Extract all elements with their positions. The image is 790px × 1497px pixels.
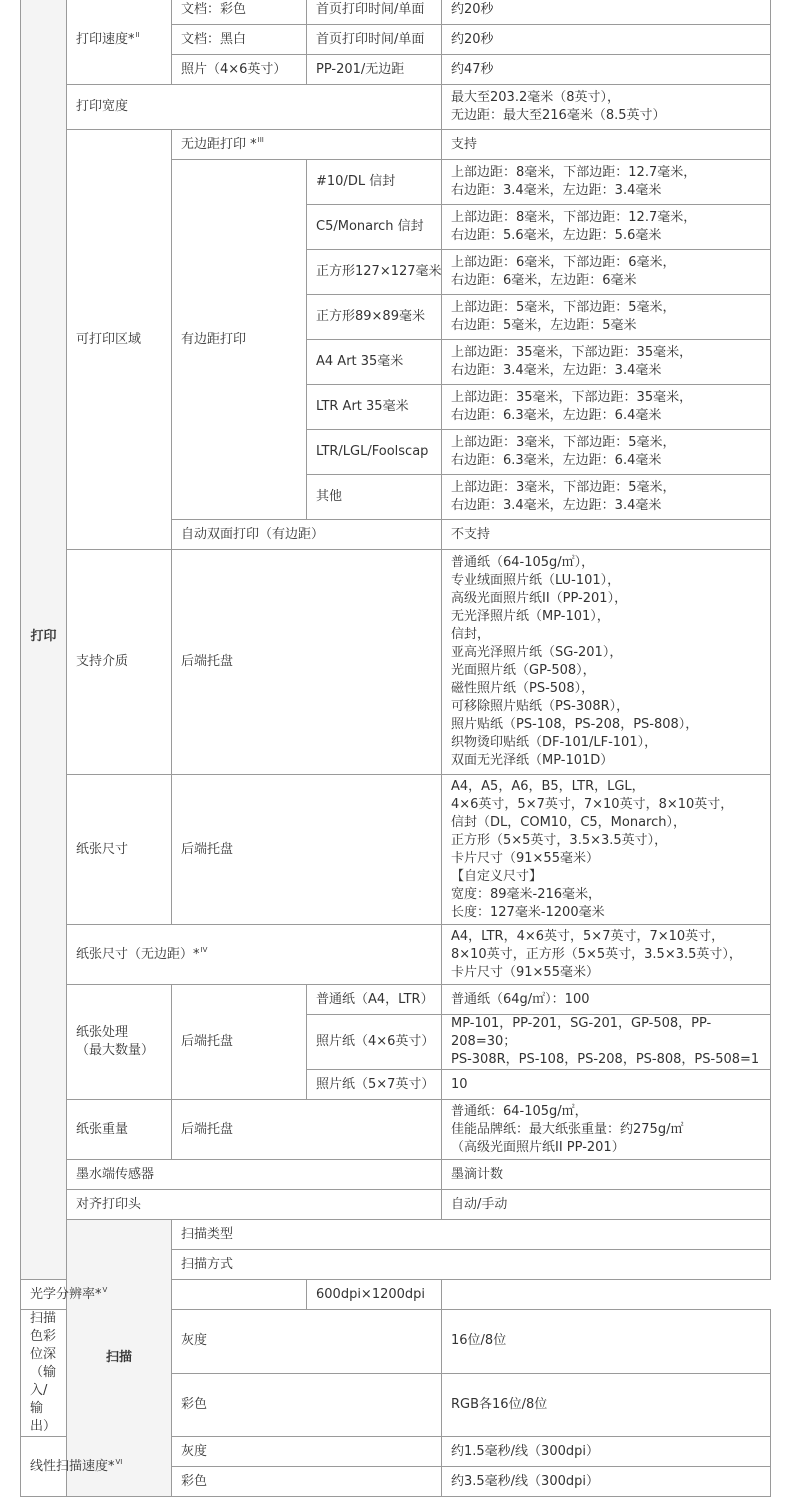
rear-tray-label: 后端托盘 — [172, 775, 442, 925]
margin-value: 上部边距：3毫米，下部边距：5毫米， 右边距：3.4毫米，左边距：3.4毫米 — [442, 475, 771, 520]
ink-sensor-value: 墨滴计数 — [442, 1160, 771, 1190]
footnote-mark: III — [257, 135, 264, 144]
speed-condition: 首页打印时间/单面 — [307, 0, 442, 25]
margin-value: 上部边距：3毫米，下部边距：5毫米， 右边距：6.3毫米，左边距：6.4毫米 — [442, 430, 771, 475]
speed-doc-type: 文档：彩色 — [172, 0, 307, 25]
line-scan-mode: 灰度 — [172, 1437, 442, 1467]
line-scan-mode: 彩色 — [172, 1467, 442, 1497]
color-depth-label: 扫描色彩位深 （输入/输出） — [21, 1310, 67, 1437]
paper-handling-label: 纸张处理 （最大数量） — [67, 985, 172, 1100]
section-print: 打印 — [21, 0, 67, 1280]
margin-media: LTR/LGL/Foolscap — [307, 430, 442, 475]
speed-condition: 首页打印时间/单面 — [307, 25, 442, 55]
margin-value: 上部边距：6毫米，下部边距：6毫米， 右边距：6毫米，左边距：6毫米 — [442, 250, 771, 295]
margin-value: 上部边距：35毫米，下部边距：35毫米， 右边距：6.3毫米，左边距：6.4毫米 — [442, 385, 771, 430]
margin-media: 正方形127×127毫米 — [307, 250, 442, 295]
speed-condition: PP-201/无边距 — [307, 55, 442, 85]
paper-size-label: 纸张尺寸 — [67, 775, 172, 925]
print-width-label: 打印宽度 — [67, 85, 442, 130]
handling-value: MP-101，PP-201，SG-201，GP-508，PP-208=30； PS-308R，PS-108，PS-208，PS-808，PS-508=1 — [442, 1015, 771, 1070]
line-scan-value: 约1.5毫秒/线（300dpi） — [442, 1437, 771, 1467]
color-depth-mode: 灰度 — [172, 1310, 442, 1374]
handling-value: 10 — [442, 1070, 771, 1100]
paper-size-borderless-value: A4，LTR，4×6英寸，5×7英寸，7×10英寸， 8×10英寸，正方形（5×5英寸，3.5×3.5英寸）， 卡片尺寸（91×55毫米） — [442, 925, 771, 985]
borderless-print-value: 支持 — [442, 130, 771, 160]
footnote-mark: II — [135, 30, 140, 39]
handling-value: 普通纸（64g/㎡）：100 — [442, 985, 771, 1015]
rear-tray-label: 后端托盘 — [172, 550, 442, 775]
duplex-value: 不支持 — [442, 520, 771, 550]
color-depth-value: RGB各16位/8位 — [442, 1373, 771, 1437]
scan-type-label: 扫描类型 — [172, 1220, 771, 1250]
paper-size-value: A4，A5，A6，B5，LTR，LGL， 4×6英寸，5×7英寸，7×10英寸，8×10英寸， 信封（DL，COM10，C5，Monarch）， 正方形（5×5英寸，3.5×3.5英寸）， 卡片尺寸（91×55毫米） 【自定义尺寸】 宽度：89毫米-216毫米， 长度：127毫米-1200毫米 — [442, 775, 771, 925]
ink-sensor-label: 墨水端传感器 — [67, 1160, 442, 1190]
speed-doc-type: 照片（4×6英寸） — [172, 55, 307, 85]
speed-doc-type: 文档：黑白 — [172, 25, 307, 55]
margin-value: 上部边距：5毫米，下部边距：5毫米， 右边距：5毫米，左边距：5毫米 — [442, 295, 771, 340]
margin-media: #10/DL 信封 — [307, 160, 442, 205]
optical-resolution-label: 光学分辨率*$^V$ — [21, 1280, 307, 1310]
margin-value: 上部边距：35毫米，下部边距：35毫米， 右边距：3.4毫米，左边距：3.4毫米 — [442, 340, 771, 385]
line-scan-speed-label: 线性扫描速度*$^{VI}$ — [21, 1437, 67, 1497]
paper-size-borderless-label: 纸张尺寸（无边距）*$^{IV}$ — [67, 925, 442, 985]
print-speed-label: 打印速度*$^{II}$ — [67, 0, 172, 85]
margin-value: 上部边距：8毫米，下部边距：12.7毫米， 右边距：3.4毫米，左边距：3.4毫米 — [442, 160, 771, 205]
rear-tray-label: 后端托盘 — [172, 985, 307, 1100]
bordered-print-label: 有边距打印 — [172, 160, 307, 520]
supported-media-label: 支持介质 — [67, 550, 172, 775]
color-depth-value: 16位/8位 — [442, 1310, 771, 1374]
print-width-value: 最大至203.2毫米（8英寸）， 无边距：最大至216毫米（8.5英寸） — [442, 85, 771, 130]
line-scan-value: 约3.5毫秒/线（300dpi） — [442, 1467, 771, 1497]
footnote-mark: IV — [200, 945, 208, 954]
alignment-value: 自动/手动 — [442, 1190, 771, 1220]
margin-value: 上部边距：8毫米，下部边距：12.7毫米， 右边距：5.6毫米，左边距：5.6毫米 — [442, 205, 771, 250]
handling-media: 普通纸（A4，LTR） — [307, 985, 442, 1015]
margin-media: 正方形89×89毫米 — [307, 295, 442, 340]
handling-media: 照片纸（4×6英寸） — [307, 1015, 442, 1070]
duplex-label: 自动双面打印（有边距） — [172, 520, 442, 550]
color-depth-mode: 彩色 — [172, 1373, 442, 1437]
paper-weight-value: 普通纸：64-105g/㎡， 佳能品牌纸：最大纸张重量：约275g/㎡ （高级光面照片纸II PP-201） — [442, 1100, 771, 1160]
spec-table — [20, 0, 771, 1497]
footnote-mark: V — [102, 1285, 108, 1294]
margin-media: 其他 — [307, 475, 442, 520]
footnote-mark: VI — [115, 1457, 123, 1466]
printable-area-label: 可打印区域 — [67, 130, 172, 550]
supported-media-value: 普通纸（64-105g/㎡）， 专业绒面照片纸（LU-101）， 高级光面照片纸II（PP-201）， 无光泽照片纸（MP-101）， 信封， 亚高光泽照片纸（SG-201）， 光面照片纸（GP-508）， 磁性照片纸（PS-508）， 可移除照片贴纸（PS-308R）， 照片贴纸（PS-108，PS-208，PS-808）， 织物烫印贴纸（DF-101/LF-101）， 双面无光泽纸（MP-101D） — [442, 550, 771, 775]
optical-resolution-value: 600dpi×1200dpi — [307, 1280, 442, 1310]
borderless-print-label: 无边距打印 *$^{III}$ — [172, 130, 442, 160]
margin-media: C5/Monarch 信封 — [307, 205, 442, 250]
paper-weight-label: 纸张重量 — [67, 1100, 172, 1160]
scan-method-label: 扫描方式 — [172, 1250, 771, 1280]
speed-value: 约20秒 — [442, 25, 771, 55]
margin-media: LTR Art 35毫米 — [307, 385, 442, 430]
rear-tray-label: 后端托盘 — [172, 1100, 442, 1160]
speed-value: 约47秒 — [442, 55, 771, 85]
margin-media: A4 Art 35毫米 — [307, 340, 442, 385]
alignment-label: 对齐打印头 — [67, 1190, 442, 1220]
handling-media: 照片纸（5×7英寸） — [307, 1070, 442, 1100]
section-scan: 扫描 — [67, 1220, 172, 1497]
speed-value: 约20秒 — [442, 0, 771, 25]
